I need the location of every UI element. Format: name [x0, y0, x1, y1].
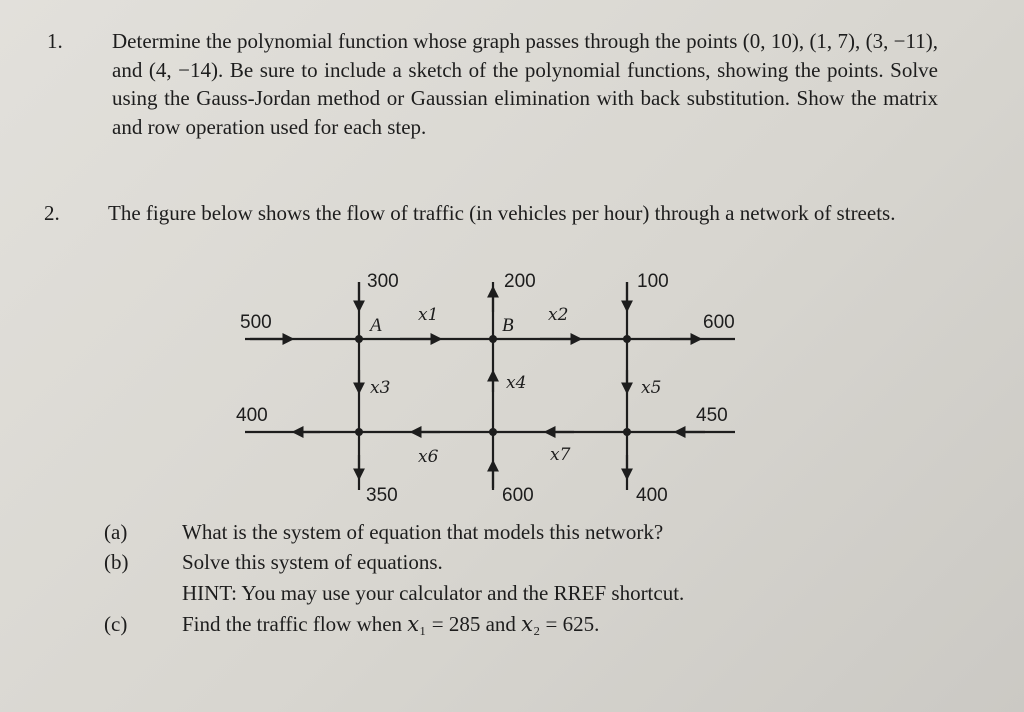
- node-a-dot: [355, 335, 363, 343]
- node-b-label: B: [502, 315, 514, 336]
- node-f-dot: [623, 428, 631, 436]
- node-e-dot: [489, 428, 497, 436]
- label-500: 500: [240, 312, 272, 333]
- var-x5-label: x5: [641, 378, 662, 398]
- part-a-label: (a): [104, 520, 128, 544]
- label-600-right: 600: [703, 312, 735, 333]
- var-x4-label: x4: [506, 373, 527, 393]
- label-200: 200: [504, 271, 536, 292]
- label-100: 100: [637, 271, 669, 292]
- node-a-label: A: [370, 315, 382, 336]
- label-350: 350: [366, 485, 398, 506]
- problem-1-number: 1.: [47, 29, 63, 53]
- problem-1-text: Determine the polynomial function whose graph passes through the points (0, 10), (1, 7), (3, −11), and (4, −14). Be sure to include a sketch of the polynomial functions, showing the points. Solve using the Gauss-Jordan method or Gaussian elimination with back substitution. Show the matrix and row operation used for each step.: [112, 29, 938, 139]
- part-b-label: (b): [104, 550, 129, 574]
- var-x1-label: x1: [418, 305, 439, 325]
- part-c-text: Find the traffic flow when 𝑥₁ = 285 and 𝑥₂ = 625.: [182, 612, 600, 636]
- part-b-text: Solve this system of equations.: [182, 550, 443, 574]
- label-600-bottom: 600: [502, 485, 534, 506]
- part-c-label: (c): [104, 612, 128, 636]
- label-400-bottom: 400: [636, 485, 668, 506]
- node-d-dot: [355, 428, 363, 436]
- node-b-dot: [489, 335, 497, 343]
- problem-2-intro: The figure below shows the flow of traffic (in vehicles per hour) through a network of streets.: [108, 201, 896, 225]
- var-x2-label: x2: [548, 305, 569, 325]
- var-x7-label: x7: [550, 445, 571, 465]
- var-x6-label: x6: [418, 447, 439, 467]
- label-400-left: 400: [236, 405, 268, 426]
- label-300: 300: [367, 271, 399, 292]
- problem-2-number: 2.: [44, 201, 60, 225]
- part-b-hint: HINT: You may use your calculator and the RREF shortcut.: [182, 581, 685, 605]
- var-x3-label: x3: [370, 378, 391, 398]
- part-a-text: What is the system of equation that models this network?: [182, 520, 664, 544]
- label-450: 450: [696, 405, 728, 426]
- node-c-dot: [623, 335, 631, 343]
